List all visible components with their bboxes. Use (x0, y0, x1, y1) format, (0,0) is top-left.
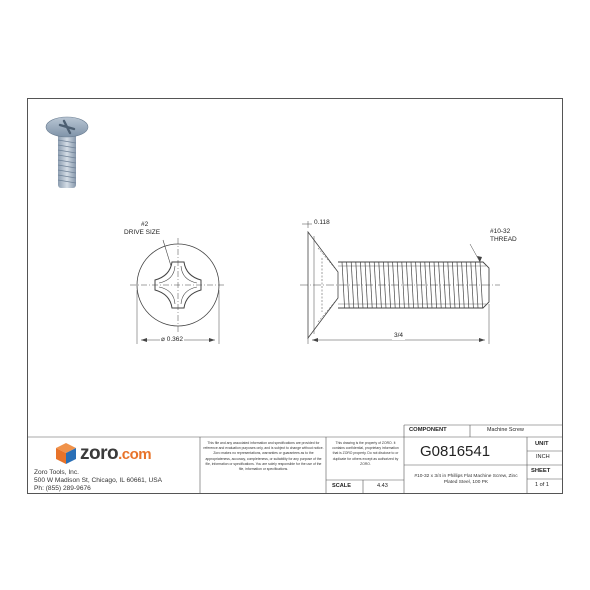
sheet-label: SHEET (531, 468, 551, 474)
head-front-view (130, 238, 226, 344)
logo-suffix: .com (118, 446, 152, 463)
zoro-logo (80, 444, 151, 463)
drive-size-label-1: #2 (141, 221, 149, 228)
logo-text: zoro (80, 443, 119, 464)
screw-side-view (300, 221, 500, 344)
drive-size-label-2: DRIVE SIZE (124, 229, 161, 236)
thread-label-1: #10-32 (490, 228, 511, 235)
component-value: Machine Screw (487, 427, 524, 433)
scale-label: SCALE (332, 483, 351, 489)
part-number: G0816541 (420, 443, 491, 460)
scale-value: 4.43 (377, 483, 388, 489)
head-height-dimension: 0.118 (314, 219, 330, 226)
company-address: 500 W Madison St, Chicago, IL 60661, USA (34, 477, 163, 484)
disclaimer-text: This file and any associated information and specifications are provided for reference and evaluation purposes only, and is subject to change without notice. Zoro makes no representations, warranties or guarantees as to the appropriateness, accuracy, completeness, or suitability for any purpose of the file, information or specifications. You are solely responsible for the use of the file, information or specifications. (203, 441, 324, 472)
part-description: #10-32 x 3/4 in Phillips Flat Machine Screw, Zinc Plated Steel, 100 PK (414, 474, 518, 485)
unit-label: UNIT (535, 441, 549, 447)
company-name: Zoro Tools, Inc. (34, 469, 79, 476)
company-phone: Ph: (855) 289-9676 (34, 485, 91, 492)
screw-thumbnail (46, 117, 88, 188)
thread-label-2: THREAD (490, 236, 517, 243)
unit-value: INCH (536, 454, 550, 460)
company-info (34, 469, 199, 493)
diameter-dimension: ⌀ 0.362 (161, 336, 183, 343)
sheet-value: 1 of 1 (535, 482, 549, 488)
component-label: COMPONENT (409, 427, 447, 433)
length-dimension: 3/4 (394, 332, 404, 339)
confidential-text: This drawing is the property of ZORO. It contains confidential, proprietary information that is ZORO property. Do not disclose to or duplicate for others except as authorized by ZORO. (332, 441, 399, 466)
zoro-logo-icon (56, 443, 76, 464)
